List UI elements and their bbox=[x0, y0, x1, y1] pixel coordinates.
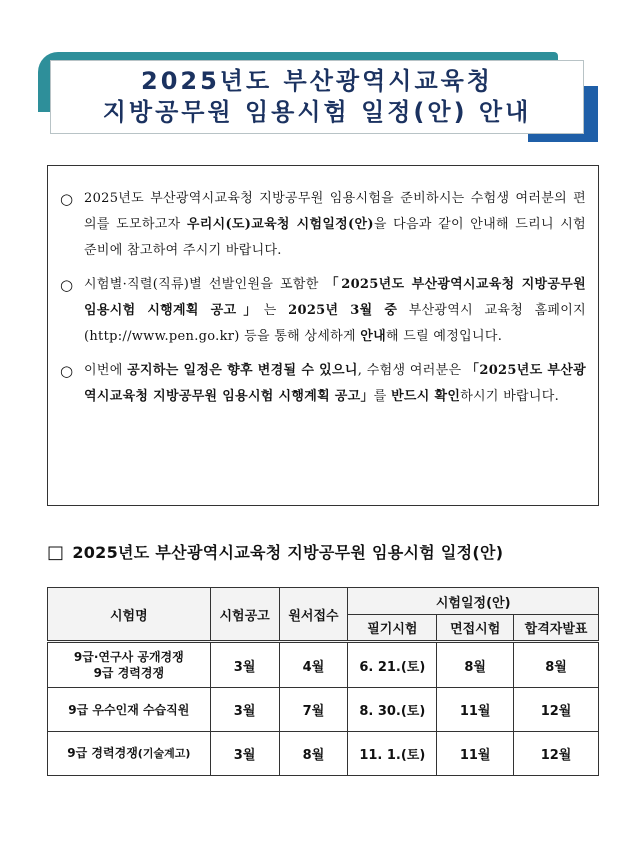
application-cell: 4월 bbox=[279, 642, 348, 688]
result-cell: 12월 bbox=[514, 732, 599, 776]
text-run-bold: 반드시 확인 bbox=[391, 389, 461, 404]
text-run: 는 bbox=[263, 303, 289, 318]
text-run-bold: 안내 bbox=[360, 329, 386, 344]
header-written: 필기시험 bbox=[348, 615, 437, 642]
header-notice: 시험공고 bbox=[210, 588, 279, 642]
notice-cell: 3월 bbox=[210, 642, 279, 688]
header-application: 원서접수 bbox=[279, 588, 348, 642]
application-cell: 8월 bbox=[279, 732, 348, 776]
exam-name-line: 9급·연구사 공개경쟁 bbox=[73, 650, 184, 664]
section-title: 2025년도 부산광역시교육청 지방공무원 임용시험 일정(안) bbox=[72, 543, 504, 562]
table-row bbox=[48, 732, 599, 776]
header-exam-name: 시험명 bbox=[48, 588, 211, 642]
title-banner bbox=[38, 52, 598, 142]
text-run: 시험별·직렬(직류)별 선발인원을 포함한 bbox=[84, 277, 326, 292]
exam-name-line: 9급 경력경쟁 bbox=[93, 666, 165, 680]
text-run-bold: 「2025년도 부산광역시교육청 지방공무원 임용시험 시행계획 공고」 bbox=[84, 277, 586, 318]
notice-text bbox=[84, 358, 586, 410]
notice-box bbox=[47, 165, 599, 506]
exam-name-suffix: (기술계고) bbox=[137, 747, 191, 760]
exam-name-cell bbox=[48, 688, 211, 732]
result-cell: 12월 bbox=[514, 688, 599, 732]
notice-item-1 bbox=[60, 186, 586, 264]
table-row bbox=[48, 642, 599, 688]
schedule-table bbox=[47, 587, 599, 776]
text-run: 을 다음과 같이 안내해 드리니 시험 준비에 참고하여 주시기 바랍니다. bbox=[84, 217, 586, 258]
text-run: 부산광역시 교육청 홈페이지(http://www.pen.go.kr) 등을 통해 상세하게 bbox=[84, 303, 586, 344]
text-run: 해 드릴 예정입니다. bbox=[385, 329, 503, 344]
written-cell: 11. 1.(토) bbox=[348, 732, 437, 776]
header-schedule: 시험일정(안) bbox=[348, 588, 599, 615]
title-line-2: 지방공무원 임용시험 일정(안) 안내 bbox=[102, 98, 532, 126]
text-run: 이번에 bbox=[84, 363, 128, 378]
interview-cell: 8월 bbox=[437, 642, 514, 688]
text-run-bold: 공지하는 일정은 향후 변경될 수 있으니 bbox=[127, 363, 358, 378]
notice-item-2 bbox=[60, 272, 586, 350]
exam-name-cell bbox=[48, 732, 211, 776]
text-run-bold: 「2025년도 부산광역시교육청 지방공무원 임용시험 시행계획 공고」 bbox=[84, 363, 586, 404]
notice-cell: 3월 bbox=[210, 688, 279, 732]
text-run: 2025년도 부산광역시교육청 지방공무원 임용시험을 준비하시는 수험생 여러분의 편의를 도모하고자 bbox=[84, 191, 586, 232]
circle-bullet-icon: ○ bbox=[60, 276, 74, 294]
written-cell: 8. 30.(토) bbox=[348, 688, 437, 732]
result-cell: 8월 bbox=[514, 642, 599, 688]
interview-cell: 11월 bbox=[437, 732, 514, 776]
exam-name-line: 9급 우수인재 수습직원 bbox=[68, 702, 190, 717]
exam-name-cell bbox=[48, 642, 211, 688]
text-run-bold: 우리시(도)교육청 시험일정(안) bbox=[186, 217, 374, 232]
text-run: 를 bbox=[373, 389, 392, 404]
circle-bullet-icon: ○ bbox=[60, 362, 74, 380]
square-bullet-icon: □ bbox=[47, 542, 65, 563]
text-run-bold: 2025년 3월 중 bbox=[288, 303, 398, 318]
notice-item-3 bbox=[60, 358, 586, 410]
notice-text bbox=[84, 186, 586, 264]
header-interview: 면접시험 bbox=[437, 615, 514, 642]
written-cell: 6. 21.(토) bbox=[348, 642, 437, 688]
title-line-1: 2025년도 부산광역시교육청 bbox=[141, 67, 493, 95]
application-cell: 7월 bbox=[279, 688, 348, 732]
page-title bbox=[50, 60, 584, 134]
notice-cell: 3월 bbox=[210, 732, 279, 776]
header-result: 합격자발표 bbox=[514, 615, 599, 642]
text-run: , 수험생 여러분은 bbox=[357, 363, 466, 378]
table-row bbox=[48, 688, 599, 732]
circle-bullet-icon: ○ bbox=[60, 190, 74, 208]
text-run: 하시기 바랍니다. bbox=[460, 389, 560, 404]
notice-text bbox=[84, 272, 586, 350]
exam-name-line: 9급 경력경쟁 bbox=[67, 746, 138, 760]
interview-cell: 11월 bbox=[437, 688, 514, 732]
section-heading bbox=[47, 540, 607, 563]
